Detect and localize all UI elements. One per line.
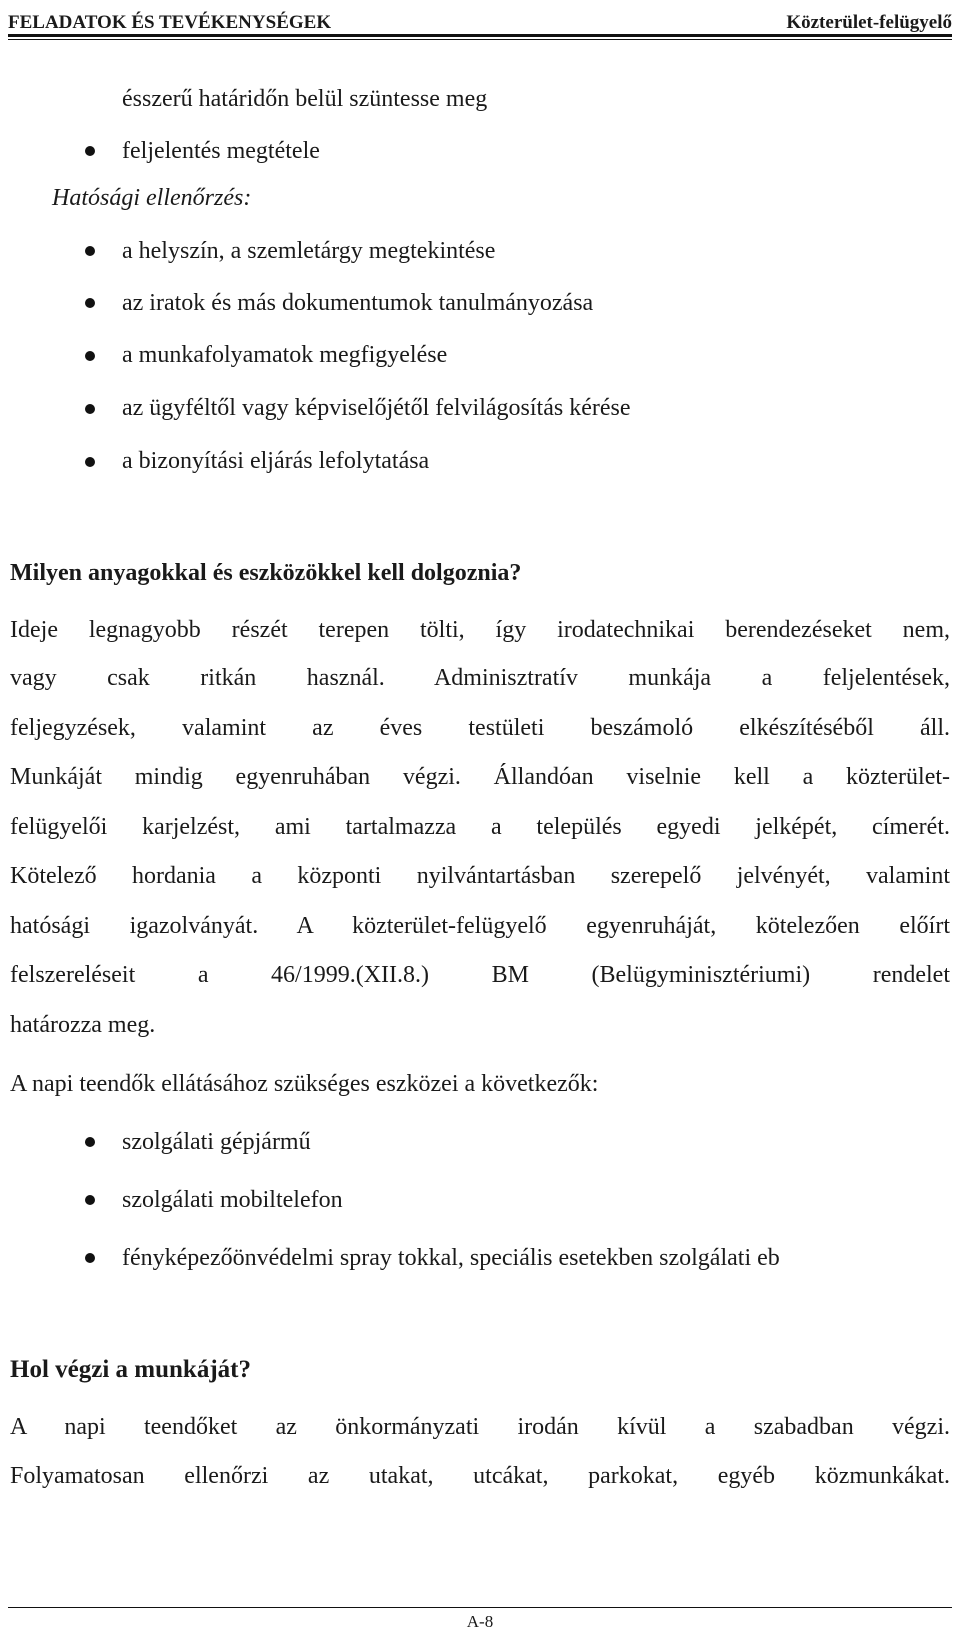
page-number: A-8 [466,1612,494,1631]
paragraph-line: Ideje legnagyobb részét terepen tölti, így irodatechnikai berendezéseket nem, [10,617,950,643]
list-item: fényképezőönvédelmi spray tokkal, speciális esetekben szolgálati eb [122,1245,780,1271]
paragraph-line: Munkáját mindig egyenruhában végzi. Állandóan viselnie kell a közterület- [10,764,950,790]
bullet-icon [85,351,95,361]
bullet-icon [85,1253,95,1263]
paragraph-line: Folyamatosan ellenőrzi az utakat, utcákat, parkokat, egyéb közmunkákat. [10,1463,950,1489]
header-document-title: Közterület-felügyelő [786,12,952,33]
bullet-icon [85,246,95,256]
list-item: az iratok és más dokumentumok tanulmányozása [122,290,594,316]
paragraph-line: Kötelező hordania a központi nyilvántartásban szerepelő jelvényét, valamint [10,863,950,889]
list-item: szolgálati gépjármű [122,1129,311,1155]
tools-intro: A napi teendők ellátásához szükséges eszközei a következők: [10,1071,599,1097]
bullet-icon [85,404,95,414]
header-rule-thin [8,39,952,40]
paragraph-line: A napi teendőket az önkormányzati irodán kívül a szabadban végzi. [10,1414,950,1440]
paragraph-line: feljegyzések, valamint az éves testületi beszámoló elkészítéséből áll. [10,715,950,741]
paragraph-line: hatósági igazolványát. A közterület-felügyelő egyenruháját, kötelezően előírt [10,913,950,939]
section-heading: Milyen anyagokkal és eszközökkel kell dolgoznia? [10,560,522,586]
list-item: szolgálati mobiltelefon [122,1187,343,1213]
list-item: feljelentés megtétele [122,138,320,164]
bullet-icon [85,1137,95,1147]
running-header [8,0,952,34]
paragraph-line: felszereléseit a 46/1999.(XII.8.) BM (Belügyminisztériumi) rendelet [10,962,950,988]
section-heading: Hol végzi a munkáját? [10,1356,251,1383]
list-item: a bizonyítási eljárás lefolytatása [122,448,430,474]
footer-rule [8,1607,952,1608]
paragraph-line: felügyelői karjelzést, ami tartalmazza a település egyedi jelképét, címerét. [10,814,950,840]
bullet-icon [85,457,95,467]
list-item: a munkafolyamatok megfigyelése [122,342,448,368]
header-section-title: FELADATOK ÉS TEVÉKENYSÉGEK [8,12,332,33]
paragraph-line: határozza meg. [10,1012,156,1038]
list-item: a helyszín, a szemletárgy megtekintése [122,238,496,264]
bullet-icon [85,298,95,308]
section-subtitle: Hatósági ellenőrzés: [52,185,252,211]
list-item: az ügyféltől vagy képviselőjétől felvilágosítás kérése [122,395,631,421]
bullet-icon [85,1195,95,1205]
bullet-icon [85,146,95,156]
paragraph-line: vagy csak ritkán használ. Adminisztratív munkája a feljelentések, [10,665,950,691]
header-rule [8,34,952,37]
continuation-line: ésszerű határidőn belül szüntesse meg [122,86,488,112]
